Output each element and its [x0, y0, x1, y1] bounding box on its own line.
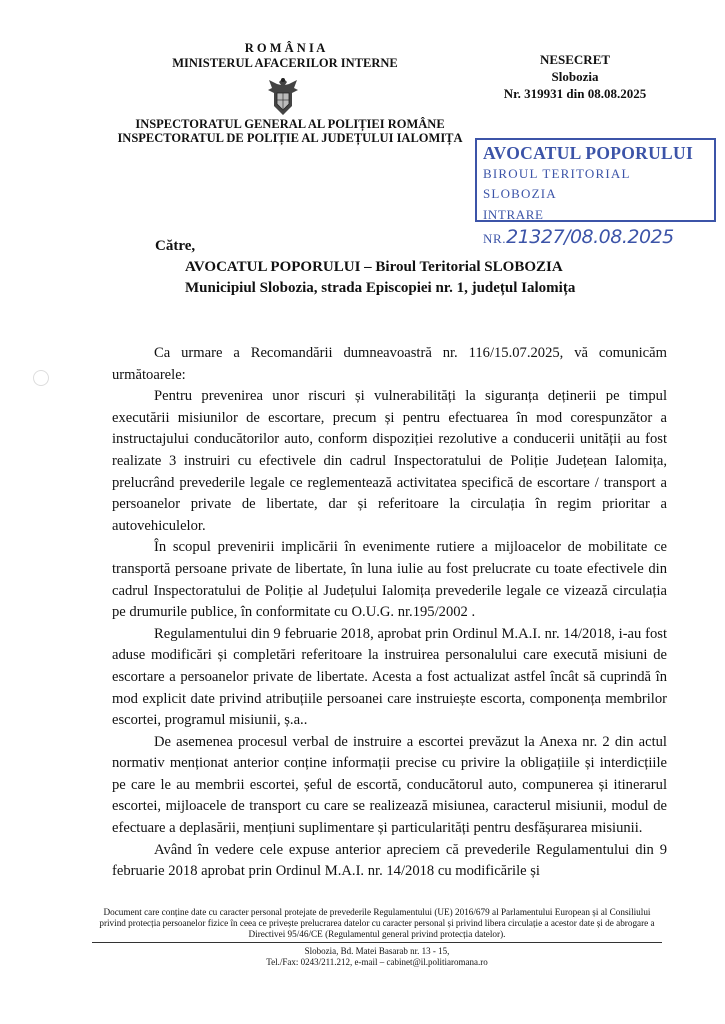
stamp-entry	[483, 204, 708, 250]
stamp-entry-label: INTRARE NR.	[483, 207, 544, 246]
paragraph-5: Având în vedere cele expuse anterior apreciem că prevederile Regulamentului din 9 februarie 2018 aprobat prin Ordinul M.A.I. nr. 14/2018 cu modificările și	[112, 841, 667, 880]
stamp-title: AVOCATUL POPORULUI	[483, 143, 694, 163]
inspectorate-general-name: INSPECTORATUL GENERAL AL POLIȚIEI ROMÂNE	[135, 117, 445, 131]
gdpr-notice: Document care conține date cu caracter personal protejate de prevederile Regulamentului (UE) 2016/679 al Parlamentului European și al Consiliului privind protecția persoanelor fizice în ceea ce privește prelucrarea datelor cu caracter personal și privind libera circulație a acestor date și de abrogare a Directivei 95/46/CE (Regulamentul general privind protecția datelor).	[99, 907, 655, 940]
letter-body	[112, 343, 667, 883]
footer-divider	[92, 942, 662, 943]
paragraph-2: În scopul prevenirii implicării în evenimente rutiere a mijloacelor de mobilitate ce transportă persoane private de libertate, în luna iulie au fost prelucrate cu toate efectivele din cadrul Inspectoratului de Poliție al Județului Ialomița prevederile legale ce vizează circulația pe drumurile publice, în conformitate cu O.U.G. nr.195/2002 .	[112, 539, 667, 621]
document-city: Slobozia	[551, 69, 599, 84]
stamp-entry-number: 21327/08.08.2025	[506, 226, 674, 248]
punch-hole-mark	[33, 370, 49, 386]
footer-address: Slobozia, Bd. Matei Basarab nr. 13 - 15,	[304, 946, 450, 956]
coat-of-arms-icon	[266, 76, 300, 116]
paragraph-intro: Ca urmare a Recomandării dumneavoastră nr. 116/15.07.2025, vă comunicăm următoarele:	[112, 345, 667, 383]
recipient-name: AVOCATUL POPORULUI – Biroul Teritorial SLOBOZIA	[185, 259, 563, 275]
paragraph-1: Pentru prevenirea unor riscuri și vulnerabilități la siguranța deținerii pe timpul executării misiunilor de escortare, precum și pentru efectuarea în mod corespunzător a instructajului conducătorilor auto, conform dispoziției rezolutive a conducerii unității au fost realizate 3 instruiri cu efectivele din cadrul Inspectoratului de Poliție Județean Ialomița, prelucrând prevederile legale ce reglementează activitatea specifică de escortare / transport a persoanelor private de libertate, dar și referitoare la circulația în regim prioritar a autovehiculelor.	[112, 388, 667, 534]
footer-contact: Tel./Fax: 0243/211.212, e-mail – cabinet@il.politiaromana.ro	[266, 957, 488, 967]
country-name: R O M Â N I A	[244, 41, 326, 55]
inspectorate-county-name: INSPECTORATUL DE POLIȚIE AL JUDEȚULUI IALOMIȚA	[117, 131, 463, 145]
recipient-address: Municipiul Slobozia, strada Episcopiei nr. 1, județul Ialomița	[185, 280, 576, 296]
registration-number: Nr. 319931 din 08.08.2025	[503, 86, 647, 101]
salutation: Către,	[155, 238, 196, 254]
classification-label: NESECRET	[539, 52, 611, 67]
paragraph-4: De asemenea procesul verbal de instruire a escortei prevăzut la Anexa nr. 2 din actul normativ menționat anterior conține informații precise cu privire la obligațiile și interdicțiile pe care le au membrii escortei, șeful de escortă, conducătorul auto, compunerea și itinerarul escortei, mijloacele de transport cu care se realizează misiunea, caracterul misiunii, modul de efectuare a deplasării, mențiuni suplimentare și particularități pentru desfășurarea misiunii.	[112, 733, 667, 837]
stamp-office: BIROUL TERITORIAL SLOBOZIA	[483, 166, 631, 201]
ministry-name: MINISTERUL AFACERILOR INTERNE	[172, 56, 398, 70]
paragraph-3: Regulamentului din 9 februarie 2018, aprobat prin Ordinul M.A.I. nr. 14/2018, i-au fost aduse modificări și completări referitoare la instruirea personalului care execută misiuni de escortare a persoanelor private de libertate. Acesta a fost actualizat astfel încât să cuprindă în mod explicit date privind atribuțiile persoanei care instruiește escorta, componența membrilor escortei, programul misiunii, ș.a..	[112, 625, 667, 729]
registration-stamp	[475, 138, 716, 248]
